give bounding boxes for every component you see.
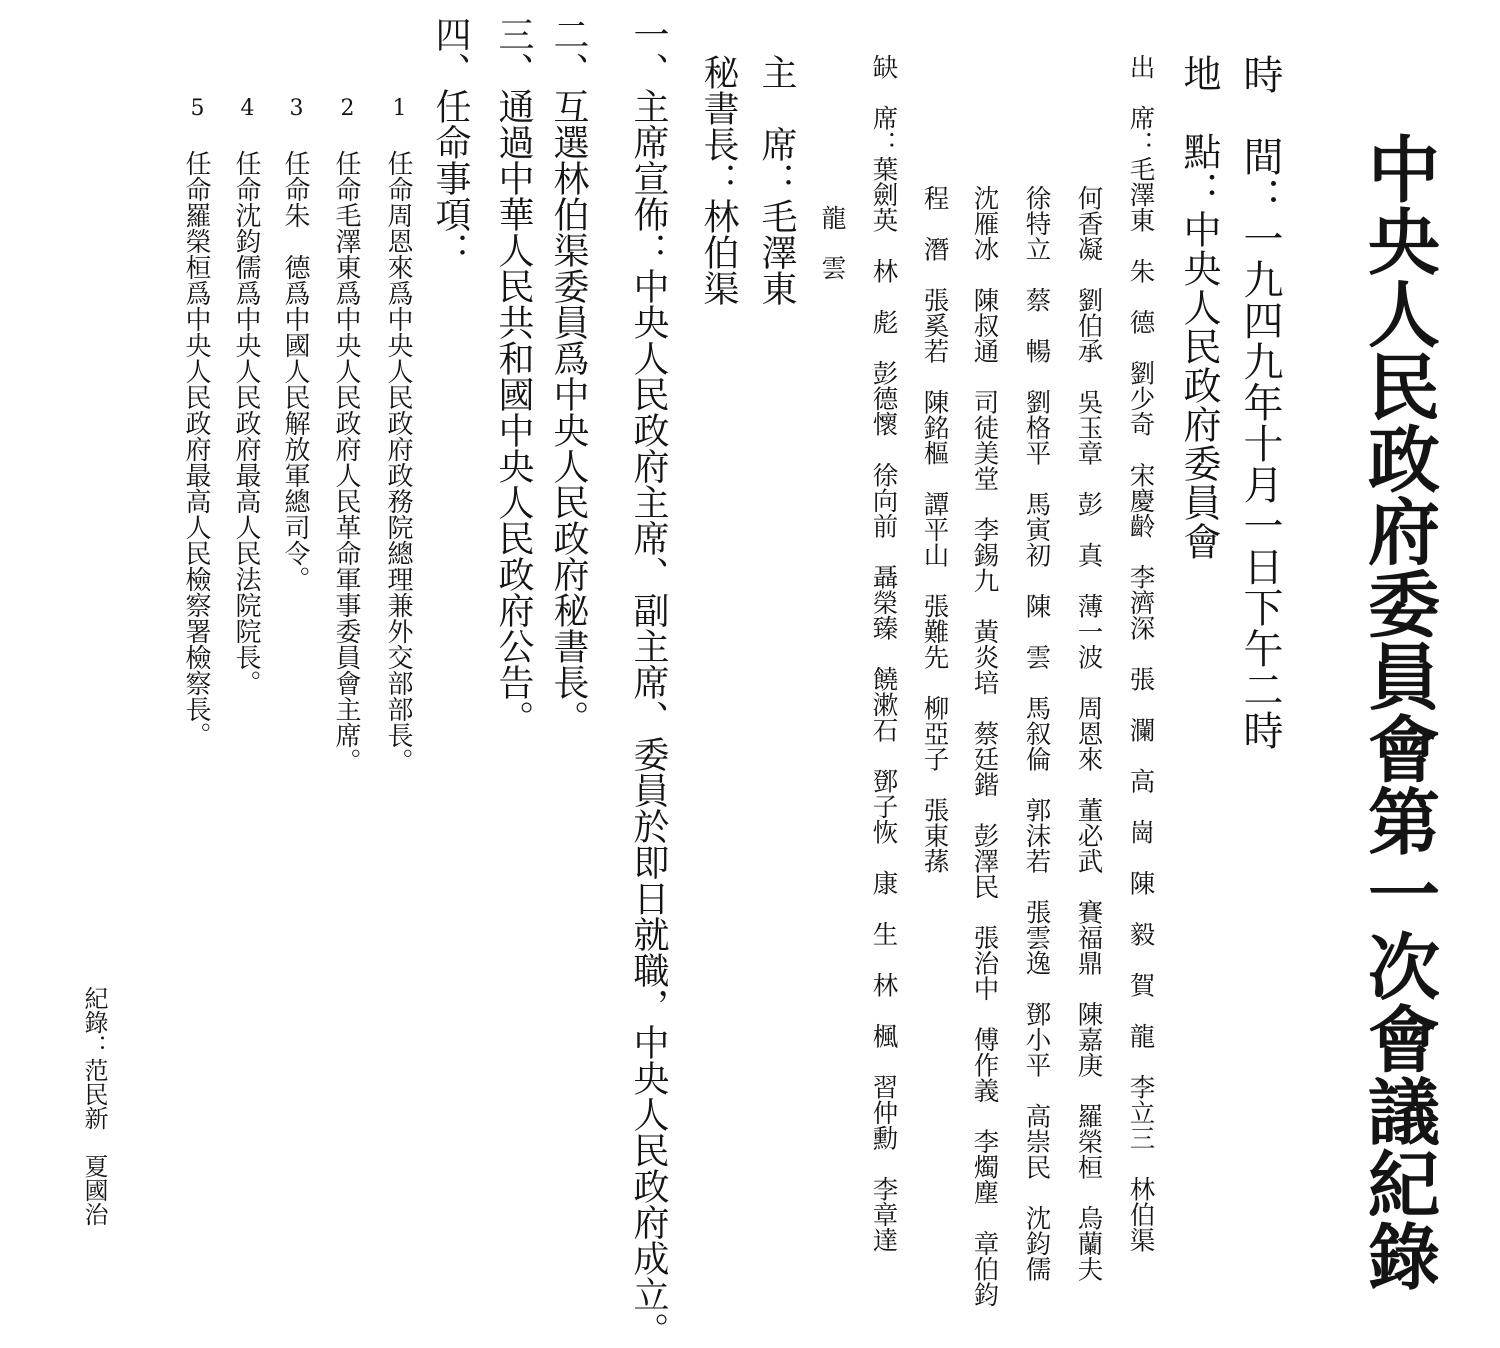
meeting-time: 時 間：一九四九年十月一日下午二時 — [1237, 54, 1283, 751]
attendees-line-2: 何香凝 劉伯承 吳玉章 彭 真 薄一波 周恩來 董必武 賽福鼎 陳嘉庚 羅榮桓 烏蘭夫 — [1073, 185, 1104, 1282]
appointment-1: 任命周恩來爲中央人民政府政務院總理兼外交部部長。 — [383, 150, 413, 774]
meeting-place: 地 點：中央人民政府委員會 — [1177, 54, 1221, 561]
recorder: 紀錄：范民新 夏國治 — [80, 986, 108, 1226]
appointment-2-number: 2 — [335, 96, 360, 121]
item-2: 二、互選林伯渠委員爲中央人民政府秘書長。 — [548, 16, 589, 736]
item-3: 三、通過中華人民共和國中央人民政府公告。 — [493, 16, 534, 736]
chairman: 主 席：毛澤東 — [756, 54, 797, 306]
secretary-general: 秘書長：林伯渠 — [698, 54, 739, 306]
appointment-1-number: 1 — [387, 96, 412, 121]
appointment-4-number: 4 — [235, 96, 260, 121]
item-1: 一、主席宣佈：中央人民政府主席、副主席、委員於即日就職，中央人民政府成立。 — [628, 16, 669, 1348]
appointment-2: 任命毛澤東爲中央人民政府人民革命軍事委員會主席。 — [331, 150, 361, 774]
attendees-line-3: 徐特立 蔡 暢 劉格平 馬寅初 陳 雲 馬叙倫 郭沫若 張雲逸 鄧小平 高崇民 沈鈞儒 — [1021, 185, 1052, 1282]
absent-line-2: 缺 席：葉劍英 林 彪 彭德懷 徐向前 聶榮臻 饒漱石 鄧子恢 康 生 林 楓 習仲勳 李章達 — [868, 54, 899, 1253]
appointment-5: 任命羅榮桓爲中央人民政府最高人民檢察署檢察長。 — [181, 150, 211, 748]
absent-line-1: 龍 雲 — [818, 205, 847, 280]
attendees-line-4: 沈雁冰 陳叔通 司徒美堂 李錫九 黃炎培 蔡廷鍇 彭澤民 張治中 傅作義 李燭塵 章伯鈞 — [969, 185, 1000, 1307]
appointment-4: 任命沈鈞儒爲中央人民政府最高人民法院院長。 — [231, 150, 261, 696]
item-4: 四、任命事項： — [430, 16, 471, 268]
attendees-line-1: 出 席：毛澤東 朱 德 劉少奇 宋慶齡 李濟深 張 瀾 高 崗 陳 毅 賀 龍 李立三 林伯渠 — [1125, 54, 1156, 1253]
appointment-5-number: 5 — [185, 96, 210, 121]
document-title: 中央人民政府委員會第一次會議紀錄 — [1356, 132, 1441, 1292]
appointment-3: 任命朱 德爲中國人民解放軍總司令。 — [280, 150, 310, 592]
attendees-line-5: 程 潛 張奚若 陳銘樞 譚平山 張難先 柳亞子 張東蓀 — [919, 185, 950, 874]
appointment-3-number: 3 — [284, 96, 309, 121]
